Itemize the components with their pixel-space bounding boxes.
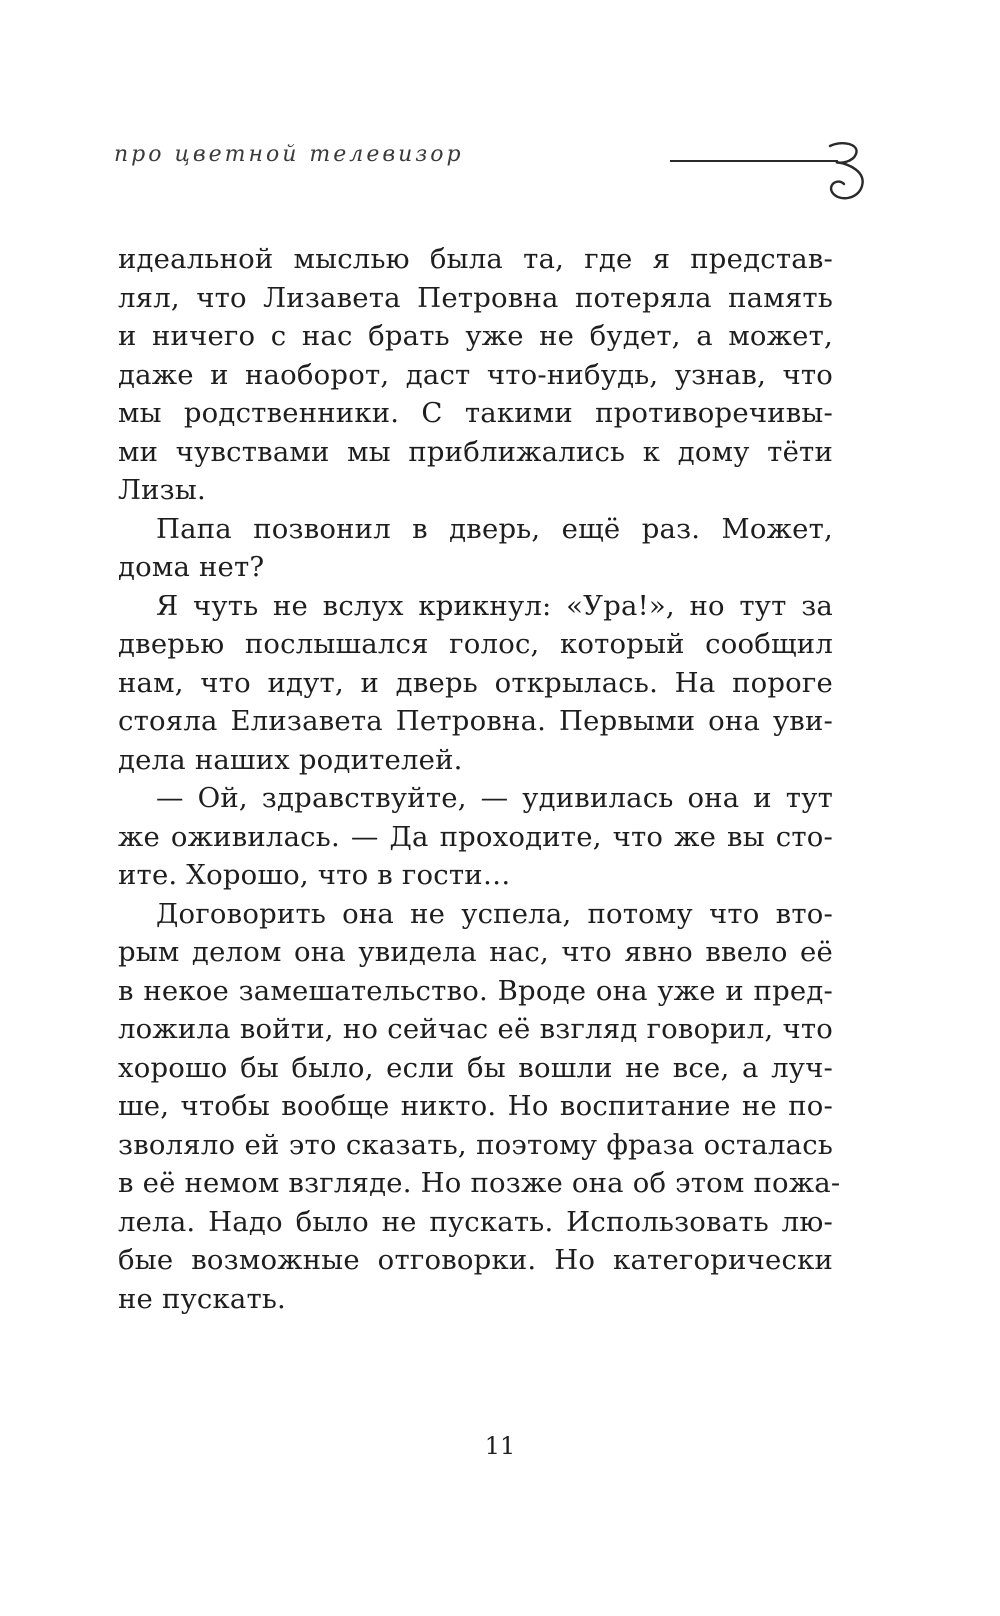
text-line: дела наших родителей.: [118, 743, 463, 776]
text-line: Я чуть не вслух крикнул: «Ура!», но тут за: [156, 589, 833, 622]
text-line: в её немом взгляде. Но позже она об этом пожа-: [118, 1167, 841, 1199]
text-line: в некое замешательство. Вроде она уже и пред-: [118, 974, 833, 1007]
text-line: ложила войти, но сейчас её взгляд говорил, что: [118, 1013, 833, 1045]
text-line: нам, что идут, и дверь открылась. На пороге: [118, 666, 833, 699]
text-line: Папа позвонил в дверь, ещё раз. Может,: [156, 512, 833, 545]
text-line: же оживилась. — Да проходите, что же вы сто-: [118, 820, 833, 853]
text-line: рым делом она увидела нас, что явно ввело её: [118, 936, 833, 968]
text-line: ше, чтобы вообще никто. Но воспитание не по-: [118, 1090, 833, 1122]
text-line: — Ой, здравствуйте, — удивилась она и тут: [156, 782, 833, 814]
text-line: лял, что Лизавета Петровна потеряла память: [118, 281, 833, 314]
text-line: даже и наоборот, даст что-нибудь, узнав, что: [118, 358, 833, 391]
text-line: Договорить она не успела, потому что вто-: [156, 897, 833, 930]
body-text: [118, 240, 841, 1318]
text-line: ите. Хорошо, что в гости…: [118, 859, 511, 891]
text-line: и ничего с нас брать уже не будет, а может,: [118, 320, 833, 352]
text-line: стояла Елизавета Петровна. Первыми она уви-: [118, 705, 833, 737]
text-line: мы родственники. С такими противоречивы-: [118, 397, 833, 429]
text-line: хорошо бы было, если бы вошли не все, а луч-: [118, 1051, 833, 1084]
text-line: ми чувствами мы приближались к дому тёти: [118, 435, 833, 468]
text-line: дверью послышался голос, который сообщил: [118, 628, 833, 660]
page-number: 11: [484, 1432, 516, 1460]
running-header: про цветной телевизор: [114, 142, 464, 167]
text-line: бые возможные отговорки. Но категорически: [118, 1244, 833, 1276]
text-line: зволяло ей это сказать, поэтому фраза осталась: [118, 1128, 833, 1161]
text-line: идеальной мыслью была та, где я представ-: [118, 243, 833, 275]
text-line: не пускать.: [118, 1282, 286, 1315]
text-line: дома нет?: [118, 551, 265, 583]
text-line: лела. Надо было не пускать. Использовать лю-: [118, 1205, 833, 1238]
text-line: Лизы.: [118, 474, 206, 506]
decorative-flourish-icon: [670, 138, 900, 218]
